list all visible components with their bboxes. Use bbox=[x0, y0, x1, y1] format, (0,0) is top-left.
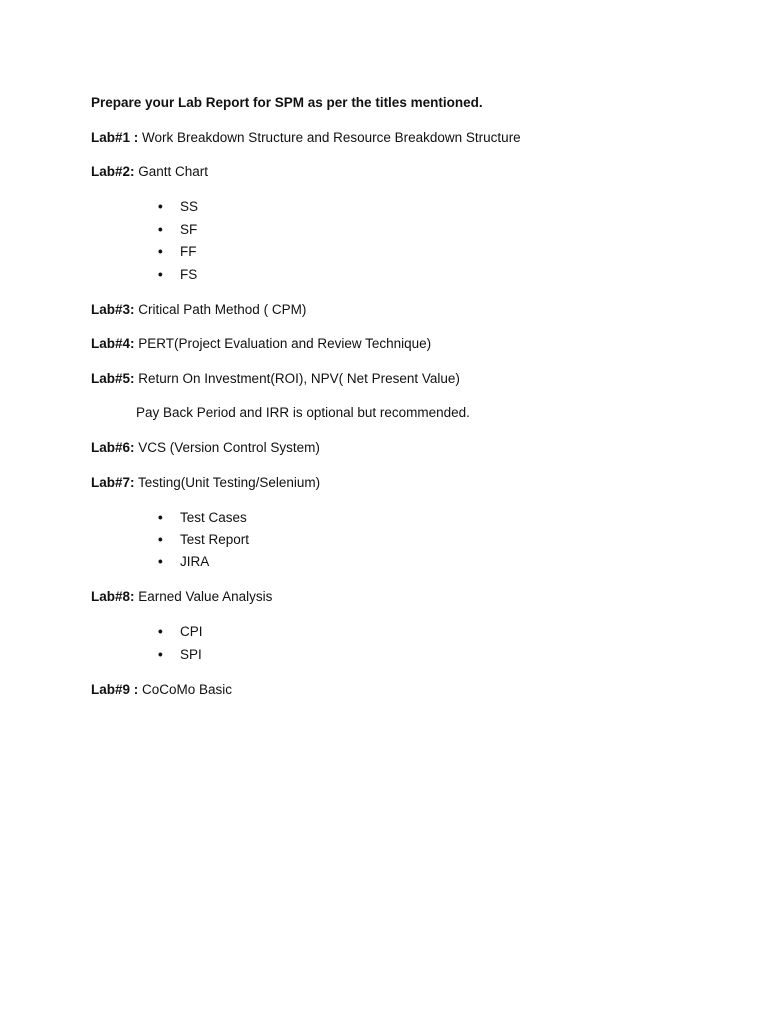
lab-title: CoCoMo Basic bbox=[138, 682, 233, 697]
lab-item-1 bbox=[91, 129, 521, 147]
list-item: • Test Report bbox=[158, 532, 250, 547]
lab-item-2 bbox=[91, 163, 208, 181]
lab-title: Gantt Chart bbox=[134, 164, 209, 179]
lab-item-3 bbox=[91, 301, 306, 319]
list-item: • SS bbox=[158, 199, 199, 214]
bullet-icon: • bbox=[158, 510, 163, 525]
lab-title: PERT(Project Evaluation and Review Technique) bbox=[134, 336, 432, 351]
list-item: • CPI bbox=[158, 624, 203, 639]
lab-item-9 bbox=[91, 681, 232, 699]
lab-item-5 bbox=[91, 370, 460, 388]
list-item: • FS bbox=[158, 267, 198, 282]
lab-label: Lab#1 : bbox=[91, 130, 139, 145]
lab-label: Lab#3: bbox=[91, 302, 135, 317]
bullet-icon: • bbox=[158, 222, 163, 237]
list-item: • FF bbox=[158, 244, 197, 259]
lab-title: Return On Investment(ROI), NPV( Net Present Value) bbox=[134, 371, 460, 386]
bullet-icon: • bbox=[158, 554, 163, 569]
list-item: • SPI bbox=[158, 647, 202, 662]
lab-title: Earned Value Analysis bbox=[134, 589, 273, 604]
list-item: • Test Cases bbox=[158, 510, 247, 525]
lab-note: Pay Back Period and IRR is optional but recommended. bbox=[136, 405, 470, 420]
lab-title: Critical Path Method ( CPM) bbox=[134, 302, 307, 317]
lab-item-8 bbox=[91, 588, 272, 606]
lab-label: Lab#6: bbox=[91, 440, 135, 455]
lab-title: Work Breakdown Structure and Resource Breakdown Structure bbox=[138, 130, 521, 145]
list-item: • JIRA bbox=[158, 554, 210, 569]
lab-title: VCS (Version Control System) bbox=[134, 440, 320, 455]
bullet-icon: • bbox=[158, 647, 163, 662]
bullet-icon: • bbox=[158, 532, 163, 547]
page-heading: Prepare your Lab Report for SPM as per the titles mentioned. bbox=[91, 95, 483, 110]
lab-label: Lab#9 : bbox=[91, 682, 139, 697]
lab-item-7 bbox=[91, 474, 320, 492]
lab-item-4 bbox=[91, 335, 431, 353]
lab-item-6 bbox=[91, 439, 320, 457]
bullet-icon: • bbox=[158, 267, 163, 282]
lab-title: Testing(Unit Testing/Selenium) bbox=[134, 475, 321, 490]
lab-label: Lab#7: bbox=[91, 475, 135, 490]
list-item: • SF bbox=[158, 222, 198, 237]
lab-label: Lab#2: bbox=[91, 164, 135, 179]
bullet-icon: • bbox=[158, 199, 163, 214]
bullet-icon: • bbox=[158, 244, 163, 259]
lab-label: Lab#4: bbox=[91, 336, 135, 351]
bullet-icon: • bbox=[158, 624, 163, 639]
lab-label: Lab#8: bbox=[91, 589, 135, 604]
lab-label: Lab#5: bbox=[91, 371, 135, 386]
